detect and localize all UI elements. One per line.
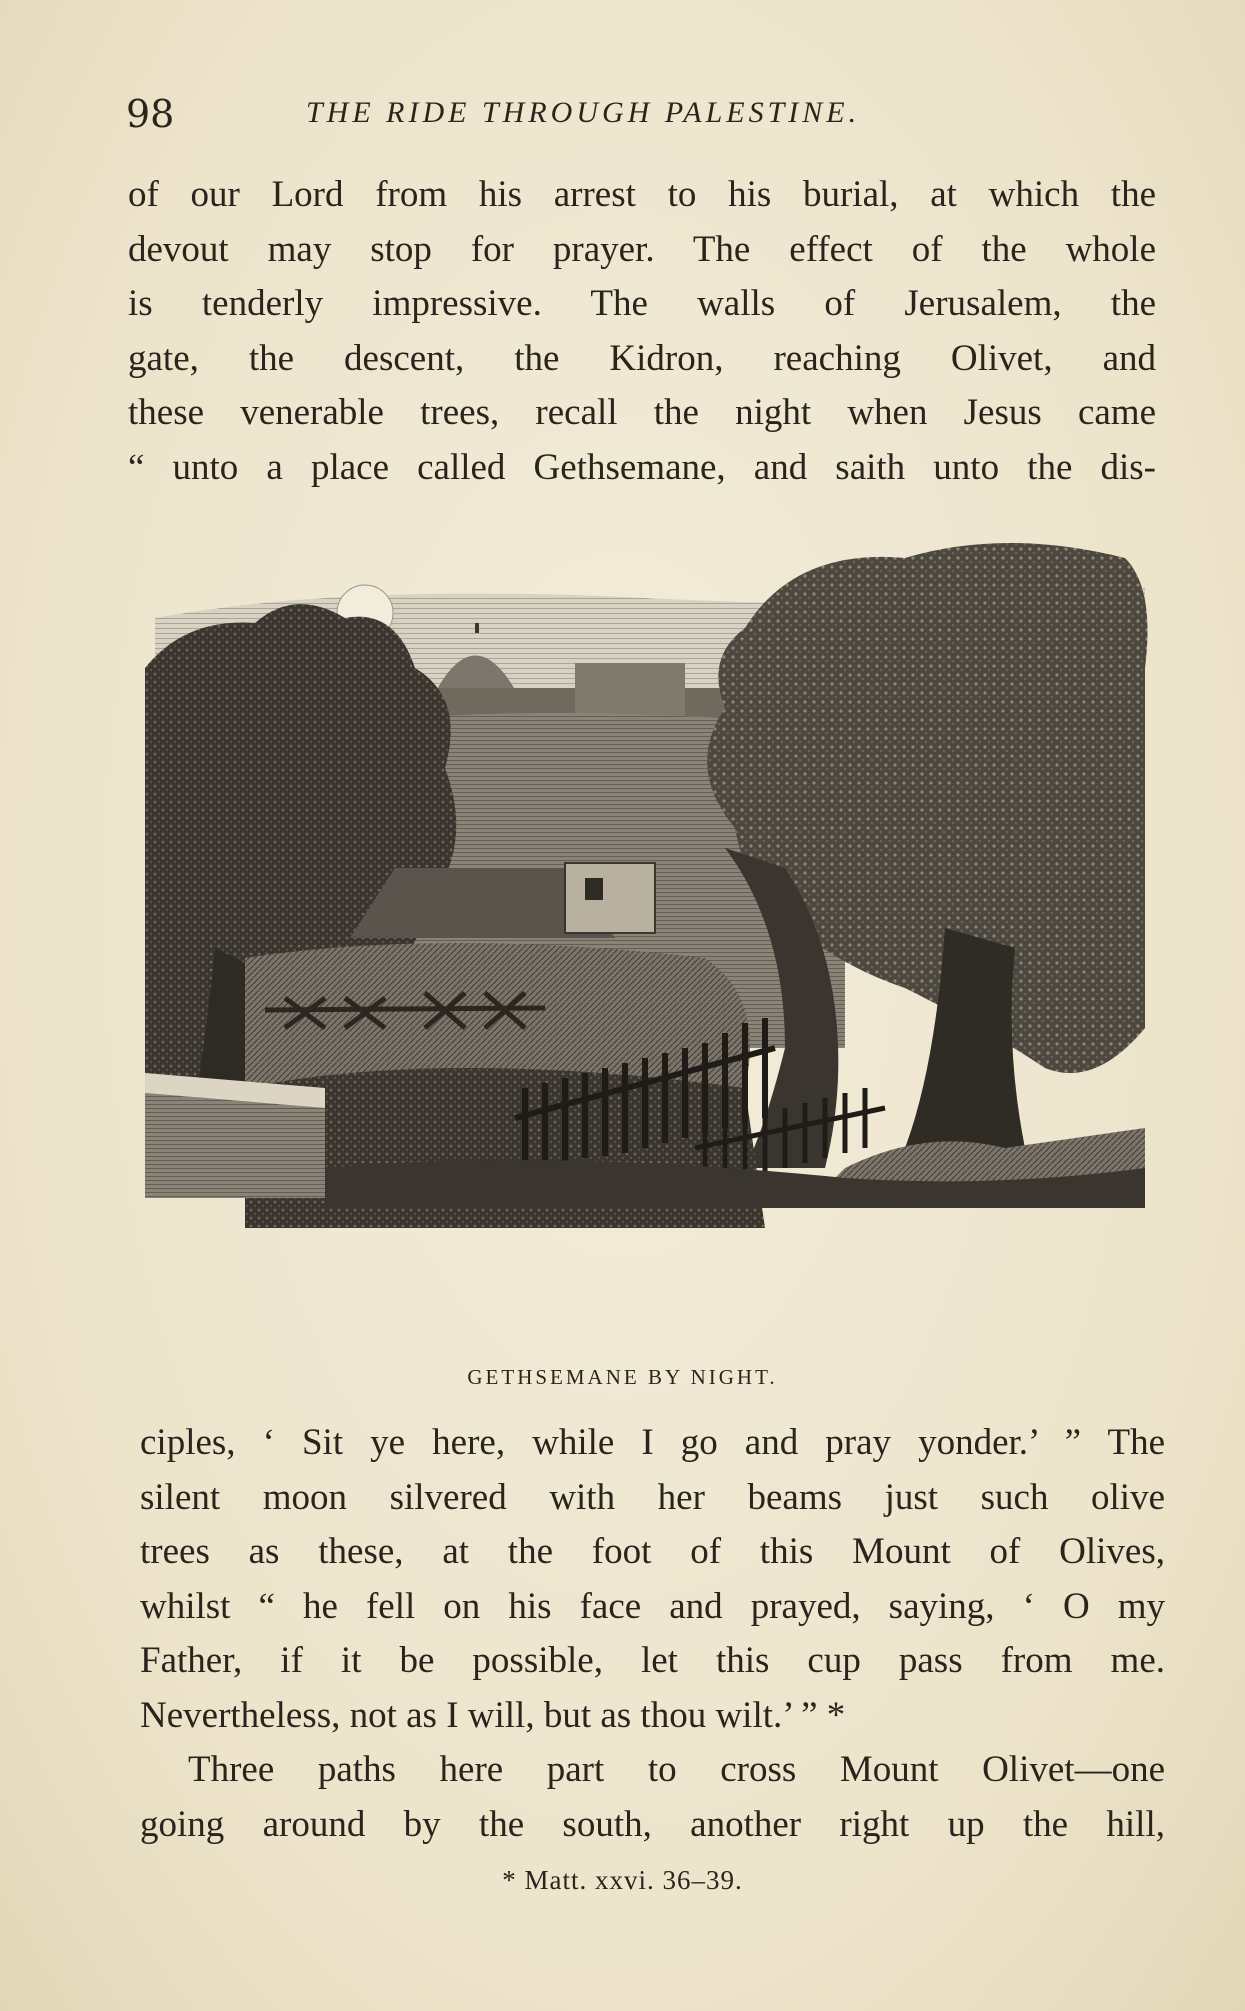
engraving-gethsemane	[145, 528, 1160, 1343]
text-line: silent moon silvered with her beams just such olive	[140, 1476, 1165, 1518]
text-line: “ unto a place called Gethsemane, and saith unto the dis-	[128, 446, 1156, 488]
body-text-bottom	[140, 1416, 1165, 1852]
text-line: ciples, ‘ Sit ye here, while I go and pray yonder.’ ” The	[140, 1422, 1165, 1463]
text-line: is tenderly impressive. The walls of Jerusalem, the	[128, 283, 1156, 324]
running-title: THE RIDE THROUGH PALESTINE.	[306, 96, 861, 129]
text-line: trees as these, at the foot of this Mount of Olives,	[140, 1531, 1165, 1572]
text-line: gate, the descent, the Kidron, reaching Olivet, and	[128, 337, 1156, 379]
page-number: 98	[126, 92, 175, 136]
text-line: of our Lord from his arrest to his burial, at which the	[128, 174, 1156, 215]
text-line: Three paths here part to cross Mount Olivet—one	[188, 1749, 1165, 1790]
page-header	[126, 92, 1086, 142]
engraving-image	[145, 528, 1160, 1343]
footnote: * Matt. xxvi. 36–39.	[502, 1865, 743, 1895]
text-line: Father, if it be possible, let this cup pass from me.	[140, 1640, 1165, 1681]
illustration-caption: GETHSEMANE BY NIGHT.	[467, 1365, 778, 1389]
text-line: going around by the south, another right up the hill,	[140, 1803, 1165, 1845]
text-line: whilst “ he fell on his face and prayed, saying, ‘ O my	[140, 1585, 1165, 1627]
text-line: devout may stop for prayer. The effect of the whole	[128, 228, 1156, 270]
text-line: Nevertheless, not as I will, but as thou wilt.’ ” *	[140, 1694, 846, 1736]
text-line: these venerable trees, recall the night when Jesus came	[128, 392, 1156, 433]
body-text-top	[128, 168, 1156, 495]
